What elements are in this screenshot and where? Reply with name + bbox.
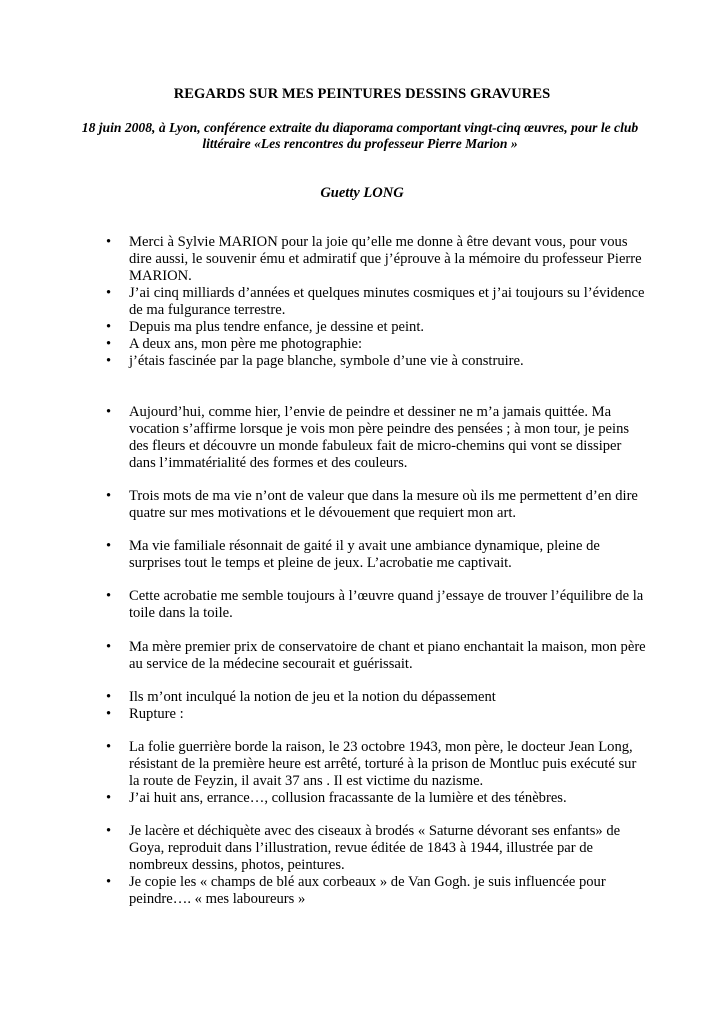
bullet: • <box>106 404 112 420</box>
bullet: • <box>106 588 112 604</box>
bullet: • <box>106 234 112 250</box>
list-item <box>106 639 646 673</box>
list-item-text: Je lacère et déchiquète avec des ciseaux à brodés « Saturne dévorant ses enfants» de Goya, reproduit dans l’illustration, revue éditée de 1843 à 1944, illustrée par de nombreux dessins, photos, peintures. <box>129 823 621 873</box>
list-item-text: Cette acrobatie me semble toujours à l’œuvre quand j’essaye de trouver l’équilibre de la toile dans la toile. <box>129 588 644 621</box>
list-item-text: J’ai huit ans, errance…, collusion fracassante de la lumière et des ténèbres. <box>129 790 567 806</box>
list-item <box>106 874 646 908</box>
document-subtitle: 18 juin 2008, à Lyon, conférence extraite du diaporama comportant vingt-cinq œuvres, pour le club littéraire «Les rencontres du professeur Pierre Marion » <box>81 120 639 151</box>
list-item <box>106 706 646 723</box>
author-name: Guetty LONG <box>320 185 404 201</box>
list-item-text: Trois mots de ma vie n’ont de valeur que dans la mesure où ils me permettent d’en dire quatre sur mes motivations et le dévouement que requiert mon art. <box>129 488 638 521</box>
list-item-text: j’étais fascinée par la page blanche, symbole d’une vie à construire. <box>129 353 524 369</box>
list-item <box>106 823 646 874</box>
document-title: REGARDS SUR MES PEINTURES DESSINS GRAVURES <box>173 86 551 102</box>
list-item-text: Ils m’ont inculqué la notion de jeu et la notion du dépassement <box>129 689 496 705</box>
list-item <box>106 319 646 336</box>
bullet: • <box>106 689 112 705</box>
list-item <box>106 353 646 370</box>
bullet: • <box>106 874 112 890</box>
list-item <box>106 404 646 472</box>
list-item-text: Ma mère premier prix de conservatoire de chant et piano enchantait la maison, mon père au service de la médecine secourait et guérissait. <box>129 639 646 672</box>
list-item-text: Rupture : <box>129 706 184 722</box>
list-item <box>106 285 646 319</box>
bullet: • <box>106 639 112 655</box>
list-item <box>106 739 646 790</box>
list-item <box>106 538 646 572</box>
bullet: • <box>106 823 112 839</box>
list-item <box>106 790 646 807</box>
bullet: • <box>106 538 112 554</box>
bullet: • <box>106 353 112 369</box>
list-item <box>106 336 646 353</box>
list-item <box>106 488 646 522</box>
list-item-text: J’ai cinq milliards d’années et quelques minutes cosmiques et j’ai toujours su l’évidence de ma fulgurance terrestre. <box>129 285 645 318</box>
list-item-text: Aujourd’hui, comme hier, l’envie de peindre et dessiner ne m’a jamais quittée. Ma vocation s’affirme lorsque je vois mon père peindre des pensées ; à mon tour, je peins des fleurs et découvre un monde fabuleux fait de micro-chemins qui vont se dissiper dans l’immatérialité des formes et des couleurs. <box>129 404 630 471</box>
bullet: • <box>106 790 112 806</box>
bullet: • <box>106 336 112 352</box>
list-item-text: Ma vie familiale résonnait de gaité il y avait une ambiance dynamique, pleine de surprises tout le temps et pleine de jeux. L’acrobatie me captivait. <box>129 538 600 571</box>
list-item-text: Depuis ma plus tendre enfance, je dessine et peint. <box>129 319 425 335</box>
bullet: • <box>106 285 112 301</box>
list-item-text: Merci à Sylvie MARION pour la joie qu’elle me donne à être devant vous, pour vous dire aussi, le souvenir ému et admiratif que j’éprouve à la mémoire du professeur Pierre MARION. <box>129 234 642 284</box>
bullet: • <box>106 706 112 722</box>
bullet: • <box>106 488 112 504</box>
list-item <box>106 689 646 706</box>
list-item-text: Je copie les « champs de blé aux corbeaux » de Van Gogh. je suis influencée pour peindre…. « mes laboureurs » <box>129 874 606 907</box>
list-item <box>106 234 646 285</box>
bullet: • <box>106 319 112 335</box>
bullet: • <box>106 739 112 755</box>
list-item-text: La folie guerrière borde la raison, le 23 octobre 1943, mon père, le docteur Jean Long, résistant de la première heure est arrêté, torturé à la prison de Montluc puis exécuté sur la route de Feyzin, il avait 37 ans . Il est victime du nazisme. <box>129 739 637 789</box>
list-item <box>106 588 646 622</box>
list-item-text: A deux ans, mon père me photographie: <box>129 336 363 352</box>
